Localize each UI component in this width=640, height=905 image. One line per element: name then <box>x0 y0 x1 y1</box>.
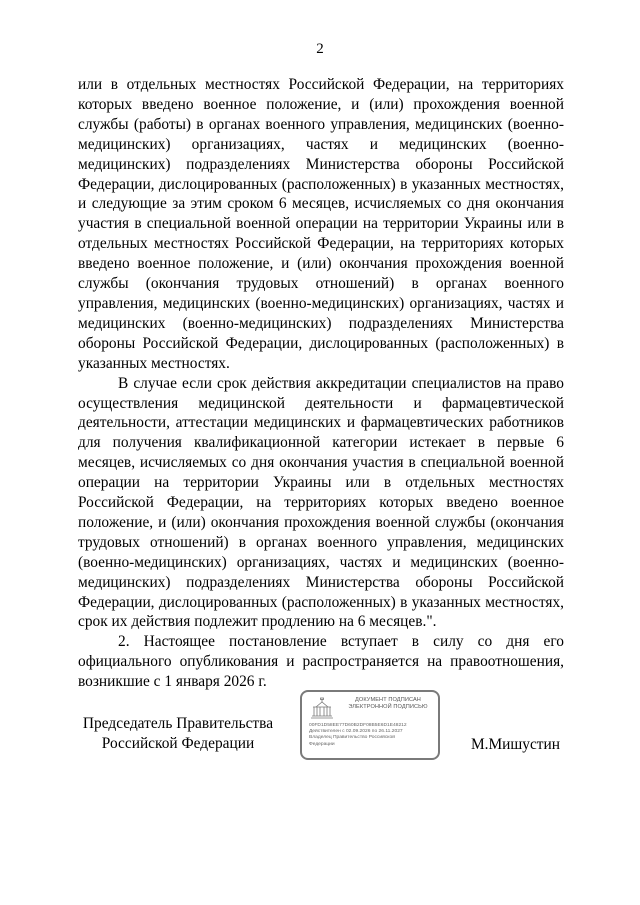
stamp-validity: Действителен с 02.09.2026 по 26.11.2027 <box>309 729 403 735</box>
stamp-title-line2: ЭЛЕКТРОННОЙ ПОДПИСЬЮ <box>348 704 428 710</box>
government-building-icon <box>308 697 336 721</box>
page-number: 2 <box>316 41 324 57</box>
paragraph-accreditation-extension: В случае если срок действия аккредитации специалистов на право осуществления медицинской деятельности и фармацевтической деятельности, аттестации медицинских и фармацевтических работников для получения квалификационной категории истекает в первые 6 месяцев, исчисляемых со дня окончания участия в специальной военной операции на территории Украины или в отдельных местностях Российской Федерации, на территориях которых введено военное положение, и (или) окончания прохождения военной службы (окончания трудовых отношений) в органах военного управления, медицинских (военно-медицинских) организациях, частях и медицинских (военно-медицинских) подразделениях Министерства обороны Российской Федерации, дислоцированных (расположенных) в указанных местностях, срок их действия подлежит продлению на 6 месяцев.". <box>78 374 564 631</box>
stamp-title <box>338 697 438 711</box>
signatory-position-line1: Председатель Правительства <box>82 715 274 732</box>
stamp-owner-line1: Владелец Правительство Российской <box>309 735 395 741</box>
electronic-signature-stamp <box>300 690 440 760</box>
stamp-title-line1: ДОКУМЕНТ ПОДПИСАН <box>355 697 421 703</box>
stamp-details <box>309 723 437 748</box>
stamp-certificate: 00FD1D58EE77D60B2DF08B5E6D1E48212 <box>309 723 407 728</box>
signatory-position-line2: Российской Федерации <box>101 735 255 752</box>
signatory-name: М.Мишустин <box>470 736 560 753</box>
stamp-owner-line2: Федерации <box>309 741 335 747</box>
signatory-position <box>78 714 278 754</box>
paragraph-effective-date: 2. Настоящее постановление вступает в силу со дня его официального опубликования и распространяется на правоотношения, возникшие с 1 января 2026 г. <box>78 633 564 691</box>
paragraph-continuation: или в отдельных местностях Российской Федерации, на территориях которых введено военное положение, и (или) прохождения военной службы (работы) в органах военного управления, медицинских (военно-медицинских) организациях, частях и медицинских (военно-медицинских) подразделениях Министерства обороны Российской Федерации, дислоцированных (расположенных) в указанных местностях, и следующие за этим сроком 6 месяцев, исчисляемых со дня окончания участия в специальной военной операции на территории Украины или в отдельных местностях Российской Федерации, на территориях которых введено военное положение, и (или) окончания прохождения военной службы (окончания трудовых отношений) в органах военного управления, медицинских (военно-медицинских) организациях, частях и медицинских (военно-медицинских) подразделениях Министерства обороны Российской Федерации, дислоцированных (расположенных) в указанных местностях. <box>78 76 564 372</box>
document-body <box>78 75 564 692</box>
